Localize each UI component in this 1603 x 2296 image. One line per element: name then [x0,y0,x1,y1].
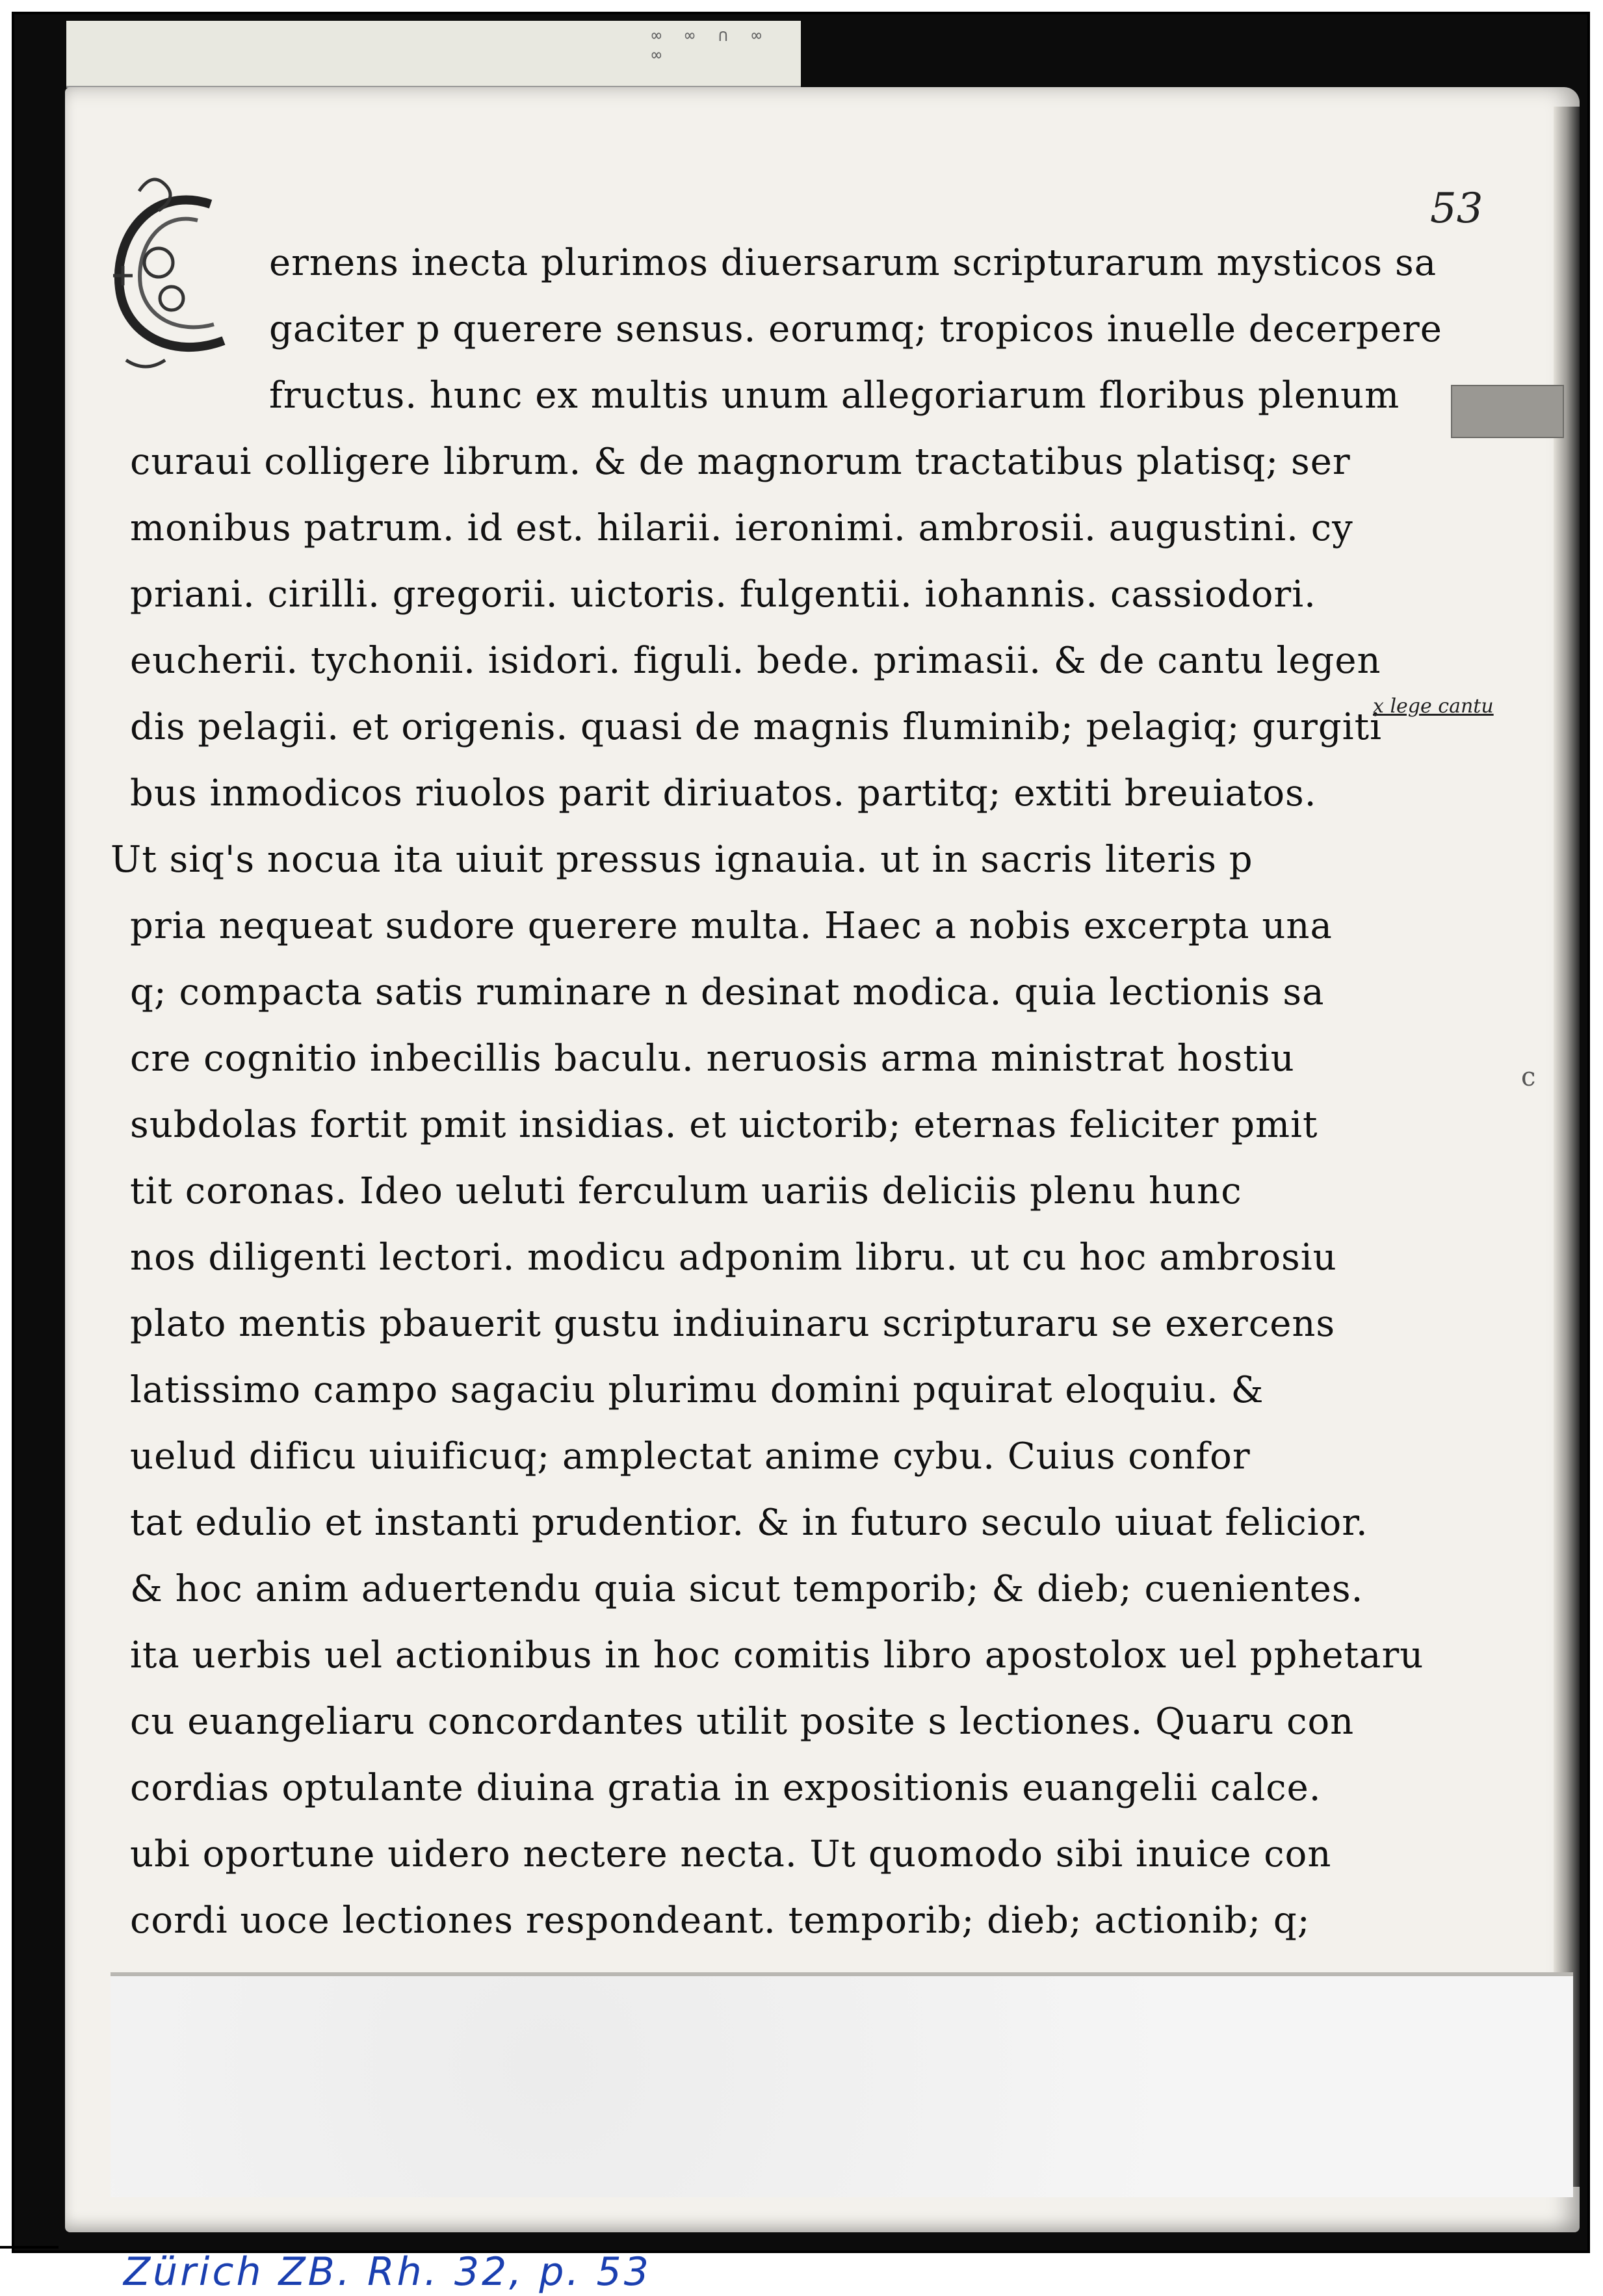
scale-ruler [66,21,801,88]
text-line: latissimo campo sagaciu plurimu domini pquirat eloquiu. & [130,1369,1264,1411]
text-line: pria nequeat sudore querere multa. Haec a nobis excerpta una [130,905,1333,947]
text-line: subdolas fortit pmit insidias. et uictorib; eternas feliciter pmit [130,1104,1318,1146]
text-line: priani. cirilli. gregorii. uictoris. fulgentii. iohannis. cassiodori. [130,573,1316,616]
text-line: monibus patrum. id est. hilarii. ieronimi. ambrosii. augustini. cy [130,507,1353,549]
text-line: cordi uoce lectiones respondeant. temporib; dieb; actionib; q; [130,1899,1310,1942]
text-line: dis pelagii. et origenis. quasi de magnis fluminib; pelagiq; gurgiti [130,706,1383,748]
text-line: plato mentis pbauerit gustu indiuinaru scripturaru se exercens [130,1303,1336,1345]
text-line: curaui colligere librum. & de magnorum tractatibus platisq; ser [130,441,1351,483]
crop-mark [0,2246,59,2249]
text-line: tat edulio et instanti prudentior. & in futuro seculo uiuat felicior. [130,1502,1368,1544]
page-tab [1451,385,1564,438]
ruler-marks: ∞ ∞ ∩ ∞ ∞ [651,26,768,65]
text-line: ita uerbis uel actionibus in hoc comitis libro apostolox uel pphetaru [130,1634,1424,1676]
marginal-mark: c [1521,1062,1536,1092]
text-line: ernens inecta plurimos diuersarum scripturarum mysticos sa [269,242,1437,284]
marginal-note [1373,695,1494,718]
text-line: & hoc anim aduertendu quia sicut temporib; & dieb; cuenientes. [130,1568,1364,1610]
lower-blank-area [111,1972,1573,2197]
text-line: bus inmodicos riuolos parit diriuatos. partitq; extiti breuiatos. [130,772,1317,815]
text-line: nos diligenti lectori. modicu adponim libru. ut cu hoc ambrosiu [130,1236,1337,1279]
text-line: eucherii. tychonii. isidori. figuli. bede. primasii. & de cantu legen [130,640,1381,682]
shelfmark-caption: Zürich ZB. Rh. 32, p. 53 [124,2249,651,2295]
folio-number: 53 [1430,185,1483,233]
text-line: ubi oportune uidero nectere necta. Ut quomodo sibi inuice con [130,1833,1332,1875]
text-line: cordias optulante diuina gratia in expositionis euangelii calce. [130,1767,1322,1809]
photograph [12,12,1590,2253]
text-line: cre cognitio inbecillis baculu. neruosis arma ministrat hostiu [130,1037,1295,1080]
text-line: cu euangeliaru concordantes utilit posite s lectiones. Quaru con [130,1701,1355,1743]
text-line: uelud dificu uiuificuq; amplectat anime cybu. Cuius confor [130,1435,1251,1478]
text-line: q; compacta satis ruminare n desinat modica. quia lectionis sa [130,971,1325,1013]
text-line: gaciter p querere sensus. eorumq; tropicos inuelle decerpere [269,308,1442,350]
text-line: Ut siq's nocua ita uiuit pressus ignauia. ut in sacris literis p [111,839,1253,881]
text-line: fructus. hunc ex multis unum allegoriarum floribus plenum [269,374,1400,417]
text-line: tit coronas. Ideo ueluti ferculum uariis deliciis plenu hunc [130,1170,1242,1212]
manuscript-page [65,87,1580,2232]
marginal-note-text: x lege cantu [1373,695,1494,718]
